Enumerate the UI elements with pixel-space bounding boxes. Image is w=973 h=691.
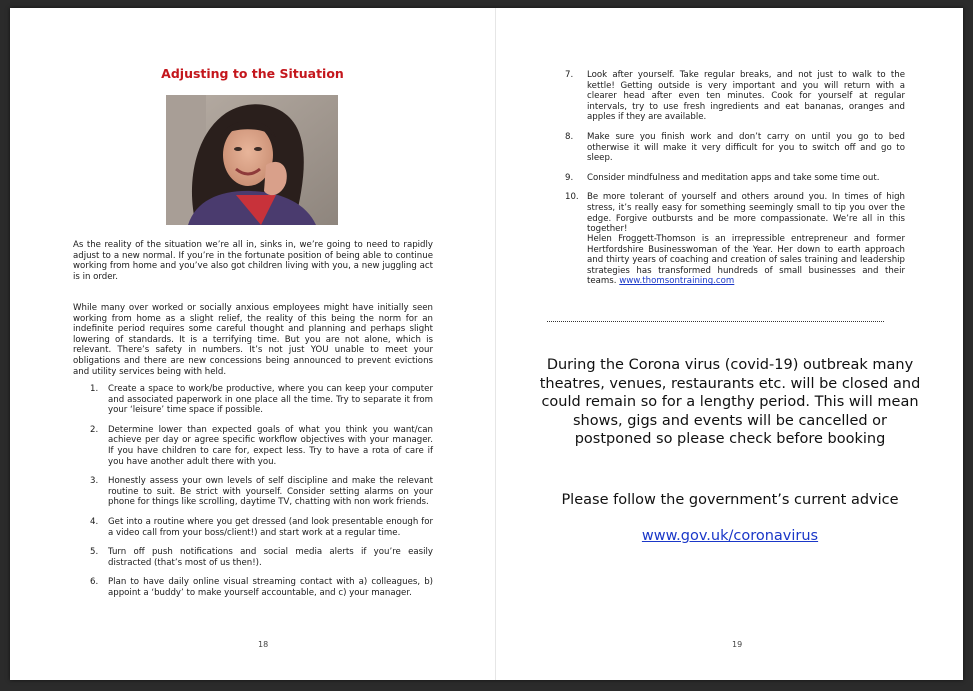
list-item: 1. Create a space to work/be productive, where you can keep your computer and associated paperwork in one place all the time. Try to separate it from your ‘leisure’ time space if possible. <box>90 384 433 416</box>
book-spread <box>10 8 963 680</box>
author-bio-text: Helen Froggett-Thomson is an irrepressible entrepreneur and former Hertfordshire Businesswoman of the Year. Her down to earth approach and thirty years of coaching and creation of sales training and leadership strategies has transformed hundreds of small businesses and their teams. <box>587 234 905 287</box>
training-website-link[interactable]: www.thomsontraining.com <box>619 276 735 287</box>
page-number-left: 18 <box>258 640 269 649</box>
list-item: 5. Turn off push notifications and social media alerts if you’re easily distracted (that’s most of us then!). <box>90 547 433 568</box>
list-item: 10. Be more tolerant of yourself and others around you. In times of high stress, it’s really easy for something seemingly small to tip you over the edge. Forgive outbursts and be more compassionate. We’re all in this together! <box>565 192 905 235</box>
covid-notice: During the Corona virus (covid-19) outbreak many theatres, venues, restaurants etc. will be closed and could remain so for a lengthy period. This will mean shows, gigs and events will be cancelled or postponed so please check before booking <box>539 357 921 447</box>
page-number-right: 19 <box>732 640 743 649</box>
author-photo <box>166 95 338 225</box>
tips-list-right <box>565 70 905 244</box>
government-advice: Please follow the government’s current advice <box>561 492 899 508</box>
list-item: 4. Get into a routine where you get dressed (and look presentable enough for a video call from your boss/client!) and start work at a regular time. <box>90 516 433 538</box>
page-gutter <box>495 8 496 680</box>
article-title: Adjusting to the Situation <box>161 66 344 81</box>
gov-coronavirus-link[interactable]: www.gov.uk/coronavirus <box>641 528 819 544</box>
dotted-divider <box>547 321 884 322</box>
tips-list-left <box>90 384 433 608</box>
context-paragraph: While many over worked or socially anxious employees might have initially seen working from home as a slight relief, the reality of this being the norm for an indefinite period requires some careful thought and planning and perhaps slight lowering of standards. It is a terrifying time. But you are not alone, which is relevant. There’s safety in numbers. It’s not just YOU unable to meet your obligations and there are new concessions being announced to prevent evictions and utility services being with held. <box>73 303 433 377</box>
list-item: 9. Consider mindfulness and meditation apps and take some time out. <box>565 172 880 183</box>
list-item: 3. Honestly assess your own levels of self discipline and make the relevant routine to suit. Be strict with yourself. Consider setting alarms on your phone for things like scrolling, daytime TV, chatting with non work friends. <box>90 476 433 508</box>
author-bio <box>587 234 905 287</box>
list-item: 2. Determine lower than expected goals of what you think you want/can achieve per day or agree specific workflow objectives with your manager. If you have children to care for, expect less. Try to have a rota of care if you have another adult there with you. <box>90 424 433 467</box>
intro-paragraph: As the reality of the situation we’re all in, sinks in, we’re going to need to rapidly adjust to a new normal. If you’re in the fortunate position of being able to continue working from home and you’ve also got children living with you, a new juggling act is in order. <box>73 240 433 282</box>
list-item: 7. Look after yourself. Take regular breaks, and not just to walk to the kettle! Getting outside is very important and you will return with a clearer head after even ten minutes. Cook for yourself at regular intervals, try to use fresh ingredients and eat bananas, oranges and apples if they are available. <box>565 70 905 123</box>
list-item: 6. Plan to have daily online visual streaming contact with a) colleagues, b) appoint a ‘buddy’ to make yourself accountable, and c) your manager. <box>90 577 433 598</box>
list-item: 8. Make sure you finish work and don’t carry on until you go to bed otherwise it will make it very difficult for you to switch off and go to sleep. <box>565 131 905 164</box>
